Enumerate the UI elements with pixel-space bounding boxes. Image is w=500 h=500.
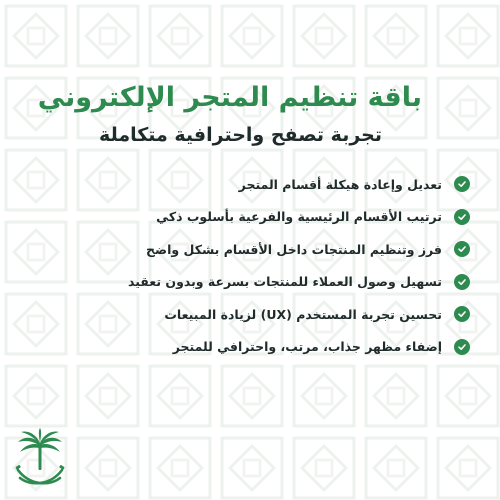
check-circle-icon: [454, 241, 470, 257]
page-subtitle: تجربة تصفح واحترافية متكاملة: [99, 124, 382, 146]
feature-text: تسهيل وصول العملاء للمنتجات بسرعة وبدون تعقيد: [127, 274, 442, 290]
check-circle-icon: [454, 339, 470, 355]
list-item: [30, 298, 470, 331]
feature-text: تحسين تجربة المستخدم (UX) لزيادة المبيعات: [164, 306, 442, 322]
check-circle-icon: [454, 176, 470, 192]
check-circle-icon: [454, 274, 470, 290]
feature-text: إضفاء مظهر جذاب، مرتب، واحترافي للمتجر: [172, 339, 442, 355]
list-item: [30, 266, 470, 299]
palm-swords-emblem-icon: [12, 428, 68, 488]
list-item: [30, 201, 470, 234]
check-circle-icon: [454, 209, 470, 225]
page-title: باقة تنظيم المتجر الإلكتروني: [37, 82, 422, 113]
list-item: [30, 168, 470, 201]
feature-list: [30, 168, 470, 363]
feature-text: ترتيب الأقسام الرئيسية والفرعية بأسلوب ذكي: [156, 209, 442, 225]
list-item: [30, 233, 470, 266]
check-circle-icon: [454, 306, 470, 322]
list-item: [30, 331, 470, 364]
feature-text: فرز وتنظيم المنتجات داخل الأقسام بشكل واضح: [146, 241, 442, 257]
feature-text: تعديل وإعادة هيكلة أقسام المتجر: [238, 176, 442, 192]
